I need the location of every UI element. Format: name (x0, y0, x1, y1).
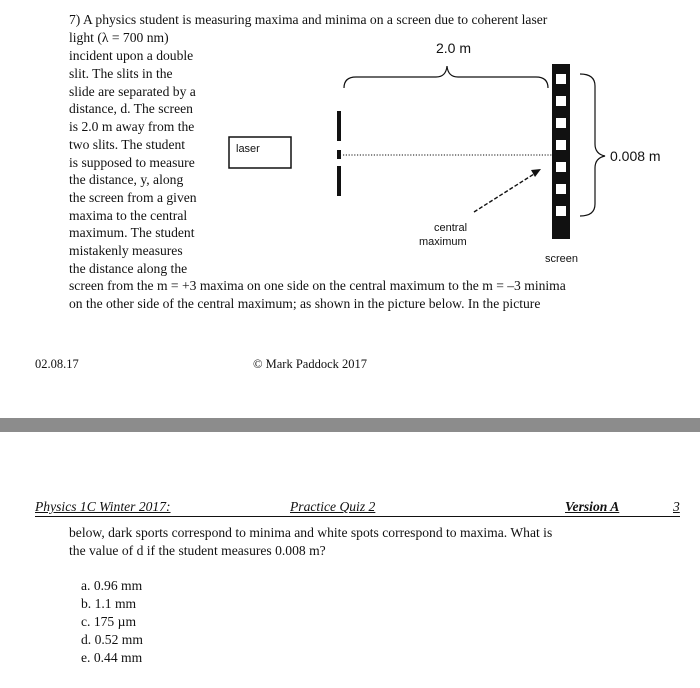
central-label: maximum (419, 236, 467, 248)
footer-copyright: © Mark Paddock 2017 (253, 357, 367, 371)
header-quiz: Practice Quiz 2 (290, 499, 376, 514)
problem-line: two slits. The student (69, 137, 186, 152)
answer-choice: c. 175 µm (81, 614, 137, 629)
slit-barrier-middle (337, 150, 341, 159)
screen (552, 64, 570, 239)
header-course: Physics 1C Winter 2017: (35, 499, 171, 514)
screen-white-spot (556, 74, 566, 84)
page-2 (0, 432, 700, 688)
screen-label: screen (545, 253, 579, 265)
problem-line: on the other side of the central maximum; as shown in the picture below. In the picture (69, 296, 541, 311)
problem-line: 7) A physics student is measuring maxima and minima on a screen due to coherent laser (69, 12, 548, 27)
screen-white-spot (556, 206, 566, 216)
screen-white-spot (556, 140, 566, 150)
answer-choice: a. 0.96 mm (81, 578, 143, 593)
page-separator (0, 418, 700, 432)
central-arrow (474, 174, 534, 212)
problem-line: the distance, y, along (69, 172, 184, 187)
answer-choice: d. 0.52 mm (81, 632, 143, 647)
problem-line: the screen from a given (69, 190, 197, 205)
laser-label: laser (236, 143, 260, 155)
screen-white-spot (556, 96, 566, 106)
central-label: central (434, 222, 468, 234)
problem-line: slit. The slits in the (69, 66, 173, 81)
problem-line: is supposed to measure (69, 155, 195, 170)
screen-white-spot (556, 162, 566, 172)
problem-line: incident upon a double (69, 48, 194, 63)
header-rule (35, 516, 680, 517)
slit-barrier-top (337, 111, 341, 141)
problem-line: slide are separated by a (69, 84, 196, 99)
problem-line: distance, d. The screen (69, 101, 193, 116)
double-slit-diagram (0, 0, 700, 300)
distance-brace (344, 66, 548, 88)
header-page-number: 3 (673, 499, 680, 514)
answer-choice: b. 1.1 mm (81, 596, 137, 611)
header-version: Version A (565, 499, 620, 514)
footer-date: 02.08.17 (35, 357, 79, 371)
answer-choice: e. 0.44 mm (81, 650, 143, 665)
span-brace (580, 74, 605, 216)
problem-line: is 2.0 m away from the (69, 119, 195, 134)
screen-white-spot (556, 118, 566, 128)
problem-line: the distance along the (69, 261, 188, 276)
distance-label: 2.0 m (436, 40, 472, 56)
span-label: 0.008 m (610, 148, 661, 164)
question-line: below, dark sports correspond to minima and white spots correspond to maxima. What is (69, 525, 553, 540)
central-arrow-head (531, 169, 541, 177)
problem-line: light (λ = 700 nm) (69, 30, 169, 45)
problem-line: mistakenly measures (69, 243, 183, 258)
problem-line: maximum. The student (69, 225, 195, 240)
screen-white-spot (556, 184, 566, 194)
problem-line: screen from the m = +3 maxima on one side on the central maximum to the m = –3 minima (69, 278, 566, 293)
question-line: the value of d if the student measures 0.008 m? (69, 543, 326, 558)
problem-line: maxima to the central (69, 208, 188, 223)
slit-barrier-bottom (337, 166, 341, 196)
